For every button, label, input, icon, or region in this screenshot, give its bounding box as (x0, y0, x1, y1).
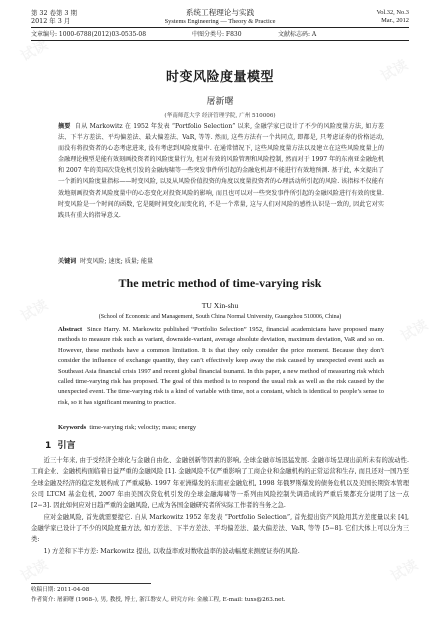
section-title: 引言 (57, 441, 76, 451)
abstract-en-text: Since Harry. M. Markowitz published “Portfolio Selection” 1952, financial academicians have proposed many methods to measure risk such as variant, downside-variant, average absolute deviation, maximum deviation, VaR and so on. However, these methods have a common limitation. It is that they only consider the price moment. Because they don’t consider the influence of exchange quantity, they can’t effectively keep away the risk caused by unexpected event such as Southeast Asia financial crisis 1997 and recent global financial tsunami. In this paper, a new method of measuring risk which called time-varying risk has proposed. The goal of this method is to respond the usual risk as well as the risk caused by the unexpected event. The time-varying risk is a kind of variable with time, not a constant, which is identical to people’s sense to risk, so it has significant meaning to practice. (58, 326, 385, 406)
header-journal-en: Systems Engineering — Theory & Practice (164, 18, 276, 25)
header-volume: 第 32 卷第 3 期 (31, 9, 77, 17)
title-cn: 时变风险度量模型 (165, 70, 274, 85)
abstract-cn-text: 自从 Markowitz 在 1952 年发表 “Portfolio Selection” 以来, 金融学家已设计了不少的风险度量方法, 如方差法、下半方差法、平均偏差法、最大偏差法、VaR, 等等. 然而, 这些方法有一个共同点, 即都是, 只考虑证券的价格运动, 而没有将投资者的心态考虑进来, 没有考虑到风险度量中. 在通常情况下, 这些风险度量方法以及建立在这些风险度量上的金融理论模型是能有效刻画投资者的风险度量行为, 但对有效的风险管理和风险控制, 然而对于 1997 年的东南亚金融危机和 2007 年的美国次贷危机引发的金融海啸等一些突发事件所引起的金融危机却不能进行有效地预测. 基于此, 本文提出了一个新的风险度量指标——时变风险, 以及从风险价值投资的角度以度量投资者的心理活动所引起的风险. 该指标不仅能有效地刻画投资者风险度量中的心态变化对投资风险的影响, 而且也可以对一些突发事件所引起的金融风险进行有效的度量. 时变风险是一个时间的函数, 它是随时间变化而变化的, 不是一个常量, 这与人们对风险的感性认识是一致的, 因此它对实践具有重大的指导意义. (58, 123, 385, 219)
affiliation-en: (School of Economic and Management, South China Normal University, Guangzhou 510006, China) (98, 314, 342, 320)
article-number: 文章编号: 1000-6788(2012)03-0535-08 (31, 31, 147, 38)
abstract-en-label: Abstract (58, 326, 83, 333)
title-en: The metric method of time-varying risk (118, 276, 322, 290)
keywords-cn-text: 时变风险; 速度; 质量; 能量 (80, 258, 154, 265)
abstract-cn-label: 摘要 (58, 123, 71, 130)
header-date-en: Mar., 2012 (381, 17, 409, 24)
body-paragraph: 1) 方差和下半方差: Markowitz 提出, 以收益率或对数收益率的波动幅度来测度证券的风险. (43, 547, 300, 555)
author-en: TU Xin-shu (201, 301, 239, 310)
watermark (17, 554, 51, 585)
header-journal-cn: 系统工程理论与实践 (185, 8, 255, 17)
watermark (387, 554, 421, 585)
footnote-rule (31, 583, 151, 584)
keywords-en-text: time-varying risk; velocity; mass; energy (89, 424, 197, 431)
received-date: 收稿日期: 2011-04-08 (31, 587, 90, 593)
header-rule (31, 27, 409, 28)
body-paragraph: 近三十年来, 由于受经济全球化与金融自由化、金融创新等因素的影响, 全球金融市场迅猛发展. 金融市场呈现出前所未有的波动性. 工商企业、金融机构面临着日益严重的金融风险 [1]. 金融风险不仅严重影响了工商企业和金融机构的正常运营和生存, 而且还对一国乃至全球金融及经济的稳定发展构成了严重威胁. 1997 年亚洲爆发的东南亚金融危机, 1998 年俄罗斯爆发的债务危机以及美国长期资本管理公司 LTCM 基金危机, 2007 年由美国次贷危机引发的全球金融海啸等一系列由风险控制失调造成的严重后果都充分说明了这一点 [2−3]. 因此如何应对日趋严重的金融风险, 已成为各国金融研究者所实际工作者的当务之急. (31, 457, 409, 510)
keywords-cn (58, 256, 153, 265)
affiliation-cn: (华南师范大学 经济管理学院, 广州 510006) (164, 113, 276, 119)
body-text (31, 455, 409, 557)
keywords-cn-label: 关键词 (58, 258, 77, 265)
keywords-en (58, 424, 196, 431)
document-code: 文献标志码: A (278, 31, 317, 38)
header-date: 2012 年 3 月 (31, 17, 71, 25)
author-cn: 屠新曙 (206, 97, 234, 107)
keywords-en-label: Keywords (58, 424, 87, 431)
clc-number: 中图分类号: F830 (192, 31, 242, 38)
watermark (17, 294, 51, 325)
abstract-en (58, 325, 384, 408)
header-volume-en: Vol.32, No.3 (376, 9, 409, 16)
section-heading (45, 438, 76, 451)
section-number: 1 (45, 441, 52, 451)
author-info: 作者简介: 屠新曙 (1968–), 男, 教授, 博士, 浙江磐安人, 研究方向: 金融工程, E-mail: tuxs@263.net. (31, 597, 286, 603)
meta-rule (31, 40, 409, 41)
body-paragraph: 应对金融风险, 首先就需要提它. 自从 Markowitz 1952 年发表 “Portfolio Selection”, 首先提出资产风险用其方差度量以来 [4], 金融学家已设计了不少的风险度量方法, 如方差法、下半方差法、平均偏差法、最大偏差法、VaR, 等等 [5−8]. 它们大体上可以分为三类: (31, 513, 409, 544)
abstract-cn (58, 121, 384, 221)
